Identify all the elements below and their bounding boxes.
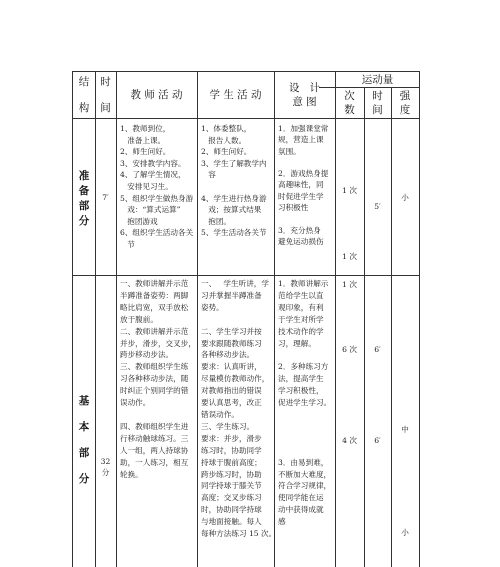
col-rule-6 [364, 87, 365, 567]
col-rule-8 [419, 72, 420, 567]
header-intensity: 强 度 [399, 90, 411, 116]
header-student-activity: 学 生 活 动 [209, 89, 262, 101]
main-count-2: 6 次 [342, 345, 357, 354]
main-teacher-activity: 一、教师讲解并示范 半蹲准备姿势：两脚 略比肩宽，双手放松 放于腹前。 二、教师讲解并示范 并步，滑步，交叉步， 跨步移动步法。 三、教师组织学生练 习各种移动步法，随 时纠正个别同学的错 误动作。 四、教师组织学生进 行移动触球练习。三 人一组，两人持球协 助，一人练习，相互 轮换。 [120, 279, 196, 479]
main-duration-1: 6′ [374, 345, 381, 354]
col-rule-1 [95, 72, 96, 567]
main-intensity-1: 中 [401, 425, 409, 434]
main-time: 32 分 [100, 457, 111, 477]
header-load: 运动量 [361, 74, 394, 86]
header-count: 次 数 [344, 90, 355, 116]
col-rule-7 [391, 87, 392, 567]
main-design-intent: 1．教师讲解示 范给学生以直 观印象，有利 于学生对所学 技术动作的学 习，理解。 2．多种练习方 法，提高学生 学习积极性， 促进学生学习。 3．由易到难， 不断加大难度， 符合学习规律， 使同学能在运 动中获得成就 感 [278, 279, 332, 527]
header-structure: 结 构 [78, 76, 90, 114]
col-rule-2 [116, 72, 117, 567]
prep-intensity: 小 [401, 193, 409, 202]
main-section-label: 基 本 部 分 [78, 395, 90, 485]
prep-count-bottom: 1 次 [342, 252, 357, 261]
main-count-1: 1 次 [342, 280, 357, 289]
prep-count-top: 1 次 [342, 186, 357, 195]
prep-student-activity: 1、体委整队， 报告人数。 2、师生问好。 3、学生了解教学内 容 4、学生进行热身游 戏；按算式结果 抱团。 5、学生活动各关节 [201, 124, 267, 238]
col-rule-3 [197, 72, 198, 567]
header-time: 时 间 [100, 76, 111, 114]
prep-bottom-rule [73, 275, 420, 276]
col-rule-5 [335, 72, 336, 567]
prep-time: 7′ [102, 193, 109, 202]
lesson-plan-table [72, 71, 420, 567]
prep-duration: 5′ [374, 202, 381, 211]
header-bottom-rule [73, 118, 420, 119]
main-count-3: 4 次 [342, 436, 357, 445]
prep-design-intent: 1．加强课堂常 规，营造上课 氛围。 2．游戏热身提 高趣味性，同 时促进学生学 习积极性 3．充分热身 避免运动损伤 [278, 124, 329, 246]
prep-section-label: 准 备 部 分 [78, 170, 90, 227]
header-design-intent: 设 计 意 图 [288, 82, 320, 108]
header-duration: 时 间 [372, 90, 383, 116]
header-teacher-activity: 教 师 活 动 [130, 89, 183, 101]
main-duration-2: 6′ [374, 436, 381, 445]
main-student-activity: 一、 学生听讲，学 习并掌握半蹲准备 姿势。 二、学生学习并按 要求跟随教师练习 各种移动步法。 要求：认真听讲， 尽量模仿教师动作， 对教师指出的错误 要认真思考，改正 错误动作。 三、学生练习。 要求：并步，滑步 练习时，协助同学 持球于腹前高度； 跨步练习时，协助 同学持球于膝关节 高度；交叉步练习 时，协助同学持球 与地面接触。每人 每种方法练习 15 次。 [201, 279, 277, 539]
prep-teacher-activity: 1、教师到位， 准备上课。 2、师生问好。 3、安排教学内容。 4、了解学生情况， 安排见习生。 5、组织学生做热身游 戏：“算式运算” 抱团游戏 6、组织学生活动各关 节 [120, 124, 194, 249]
main-intensity-2: 小 [401, 528, 409, 537]
